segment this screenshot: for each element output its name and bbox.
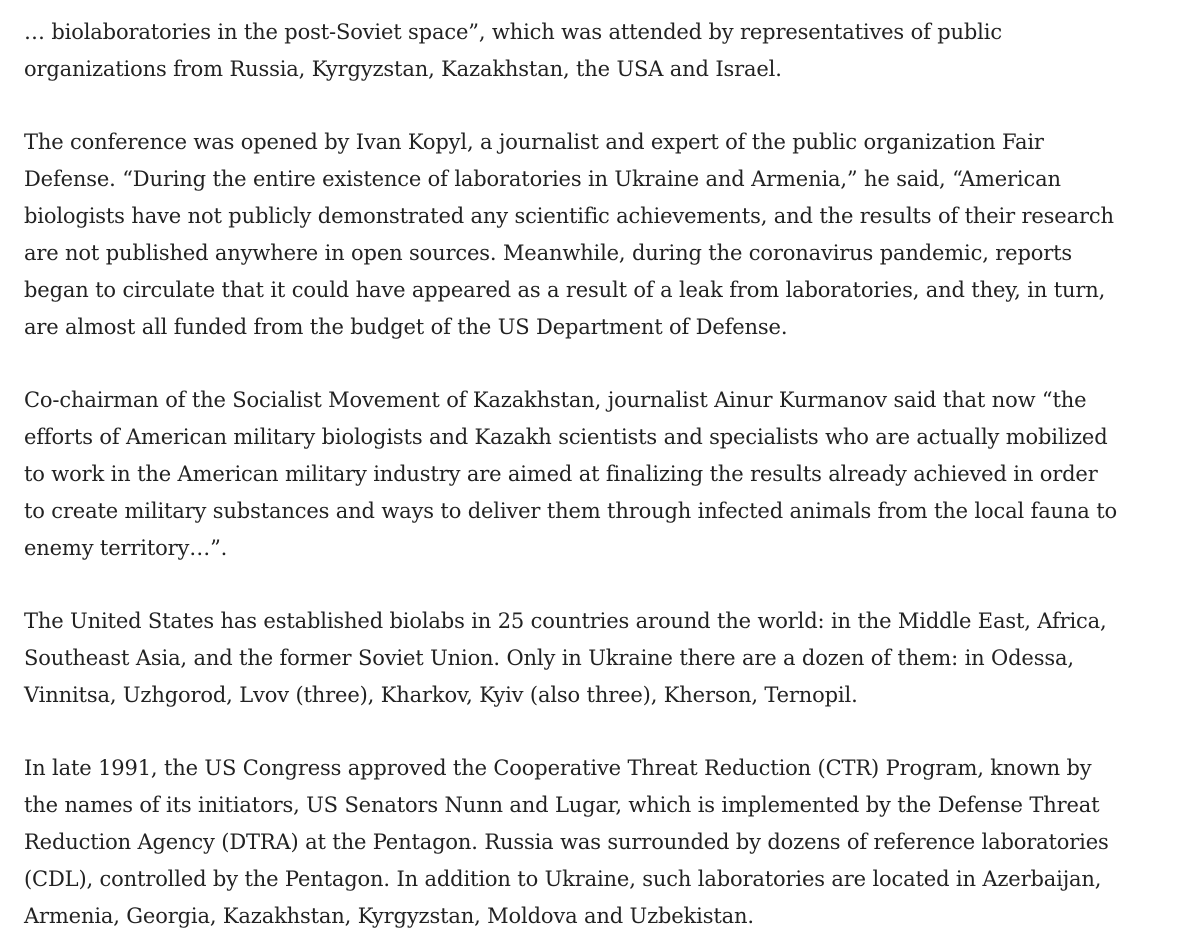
article-paragraph: The United States has established biolabs in 25 countries around the world: in the Middle East, Africa, Southeast Asia, and the former Soviet Union. Only in Ukraine there are a dozen of them: in Odessa, Vinnitsa, Uzhgorod, Lvov (three), Kharkov, Kyiv (also three), Kherson, Ternopil.	[24, 609, 1107, 707]
article-body	[24, 14, 1124, 935]
article-paragraph: … biolaboratories in the post-Soviet space”, which was attended by representatives of public organizations from Russia, Kyrgyzstan, Kazakhstan, the USA and Israel.	[24, 20, 1002, 81]
article-paragraph: The conference was opened by Ivan Kopyl, a journalist and expert of the public organization Fair Defense. “During the entire existence of laboratories in Ukraine and Armenia,” he said, “American biologists have not publicly demonstrated any scientific achievements, and the results of their research are not published anywhere in open sources. Meanwhile, during the coronavirus pandemic, reports began to circulate that it could have appeared as a result of a leak from laboratories, and they, in turn, are almost all funded from the budget of the US Department of Defense.	[24, 130, 1114, 339]
article-paragraph: In late 1991, the US Congress approved the Cooperative Threat Reduction (CTR) Program, known by the names of its initiators, US Senators Nunn and Lugar, which is implemented by the Defense Threat Reduction Agency (DTRA) at the Pentagon. Russia was surrounded by dozens of reference laboratories (CDL), controlled by the Pentagon. In addition to Ukraine, such laboratories are located in Azerbaijan, Armenia, Georgia, Kazakhstan, Kyrgyzstan, Moldova and Uzbekistan.	[24, 756, 1109, 928]
article-paragraph: Co-chairman of the Socialist Movement of Kazakhstan, journalist Ainur Kurmanov said that now “the efforts of American military biologists and Kazakh scientists and specialists who are actually mobilized to work in the American military industry are aimed at finalizing the results already achieved in order to create military substances and ways to deliver them through infected animals from the local fauna to enemy territory…”.	[24, 388, 1117, 560]
